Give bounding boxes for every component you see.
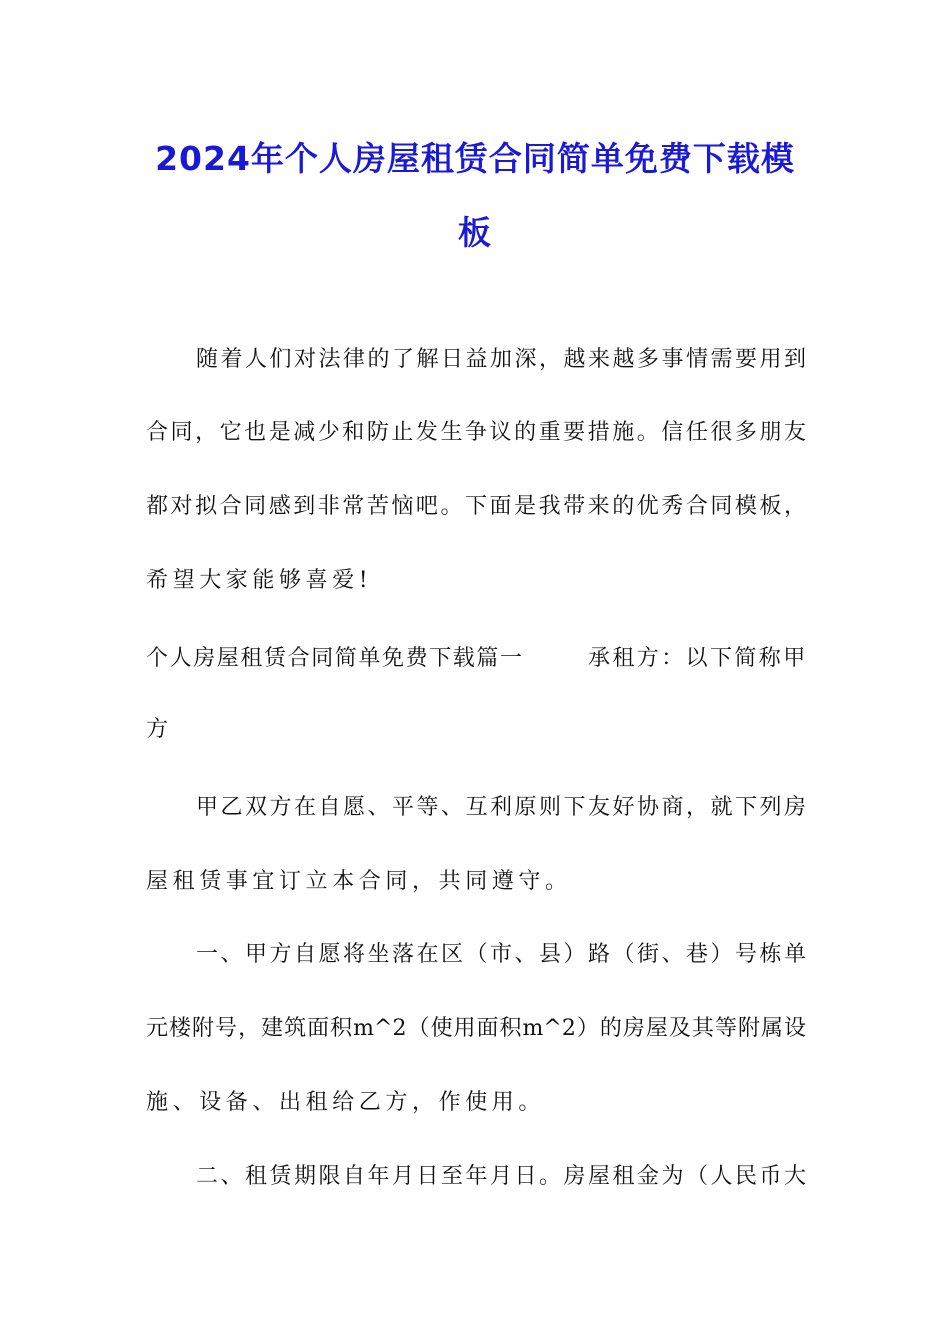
paragraph-line: 屋租赁事宜订立本合同，共同遵守。 bbox=[146, 869, 572, 894]
document-title-line-2: 板 bbox=[458, 213, 492, 252]
paragraph-line: 随着人们对法律的了解日益加深，越来越多事情需要用到 bbox=[196, 347, 806, 372]
paragraph-line: 一、甲方自愿将坐落在区（市、县）路（街、巷）号栋单 bbox=[196, 942, 806, 967]
paragraph-line: 元楼附号，建筑面积m^2（使用面积m^2）的房屋及其等附属设 bbox=[146, 1016, 806, 1041]
section-heading: 个人房屋租赁合同简单免费下载篇一 bbox=[146, 646, 524, 671]
document-title-line-1: 2024年个人房屋租赁合同简单免费下载模 bbox=[155, 139, 795, 178]
paragraph-line: 二、租赁期限自年月日至年月日。房屋租金为（人民币大 bbox=[196, 1164, 806, 1189]
paragraph-line: 都对拟合同感到非常苦恼吧。下面是我带来的优秀合同模板， bbox=[146, 494, 806, 519]
paragraph-line: 甲乙双方在自愿、平等、互利原则下友好协商，就下列房 bbox=[196, 795, 806, 820]
paragraph-line: 施、设备、出租给乙方，作使用。 bbox=[146, 1090, 546, 1115]
paragraph-line: 合同，它也是减少和防止发生争议的重要措施。信任很多朋友 bbox=[146, 420, 806, 445]
paragraph-line: 希望大家能够喜爱! bbox=[146, 568, 373, 593]
paragraph-line: 承租方：以下简称甲 bbox=[588, 646, 808, 671]
paragraph-line: 方 bbox=[146, 717, 173, 742]
